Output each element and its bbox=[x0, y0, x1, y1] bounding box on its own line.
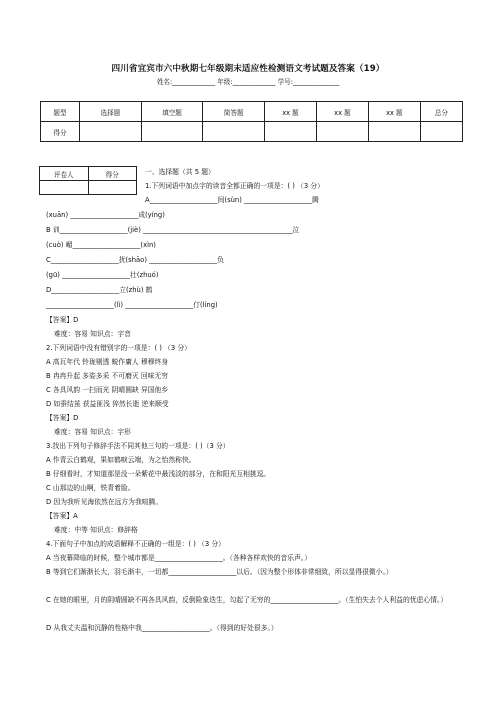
student-info-line: 姓名:_____________ 年级:_____________ 学号:______________ bbox=[156, 78, 340, 86]
q2-option-a: A 高瓦年代 铃珑剔透 蜕作庸人 穆穆终身 bbox=[46, 358, 169, 366]
section-heading: 一、选择题（共 5 题） bbox=[145, 168, 215, 176]
q2-answer: 【答案】D bbox=[46, 414, 79, 422]
q4-stem: 4.下面句子中加点的成语解释不正确的一组是：( ) （3 分） bbox=[46, 540, 225, 548]
q2-option-c: C 各具风韵 一扫而光 阴晴圆缺 异国他乡 bbox=[46, 386, 169, 394]
score-cell: xx 题 bbox=[368, 102, 420, 122]
q2-option-b: B 冉冉升起 多姿多采 不可磨灭 回味无穷 bbox=[46, 372, 169, 380]
q2-option-d: D 如蚕结茧 获益匪浅 猝然长逝 逆来顺受 bbox=[46, 400, 169, 408]
q4-option-b: B 等到它们渐渐长大，羽毛渐丰，一切都____________________以后。（因为整个形体非常细致，所以显得很微小。） bbox=[46, 568, 393, 576]
score-cell: 得分 bbox=[41, 122, 80, 142]
score-table bbox=[40, 101, 463, 142]
q3-answer: 【答案】A bbox=[46, 512, 78, 520]
q4-option-d: D 从我丈夫温和沉静的性格中我____________________。（得到的好处很多。） bbox=[46, 624, 278, 632]
score-input-cell[interactable] bbox=[203, 122, 265, 142]
grader-score-cell[interactable] bbox=[88, 181, 137, 195]
score-input-cell[interactable] bbox=[420, 122, 462, 142]
score-cell: 总分 bbox=[420, 102, 462, 122]
q1-option-d: D____________________立(zhù) 鹤 bbox=[46, 286, 153, 294]
grader-label: 评卷人 bbox=[40, 167, 89, 181]
q3-option-a: A 作青云白鹤观，果如鹤唳云端，为之怡然称快。 bbox=[46, 456, 196, 464]
q2-meta: 难度：容易 知识点：字形 bbox=[54, 428, 131, 436]
q1-stem: 1.下列词语中加点字的读音全都正确的一项是：( ) （3 分） bbox=[145, 182, 324, 190]
score-input-cell[interactable] bbox=[80, 122, 142, 142]
q3-stem: 3.找出下列句子修辞手法不同其他三句的一项是：( )（3 分） bbox=[46, 442, 230, 450]
q1-option-c-cont: (gū) ____________________壮(zhuó) bbox=[46, 271, 159, 279]
score-table-header-row bbox=[41, 102, 463, 122]
grader-score-label: 得分 bbox=[88, 167, 137, 181]
q4-option-c: C 在她的眼里，月的阴晴圆缺不再各具风韵，反倒险象迭生，勾起了无穷的____________________。（生怕失去个人利益的忧虑心情。） bbox=[46, 596, 448, 604]
score-cell: 选择题 bbox=[80, 102, 142, 122]
q1-option-a-cont: (xuān) ____________________成(yíng) bbox=[46, 211, 165, 219]
q3-option-d: D 因为我听见海依然在远方为我喧腾。 bbox=[46, 498, 163, 506]
q3-option-c: C 山那边的山啊，铁青着脸。 bbox=[46, 484, 135, 492]
grader-table bbox=[39, 166, 137, 195]
q3-option-b: B 仔细看时，才知道那是没一朵紫花中最浅淡的部分，在和阳光互相挑逗。 bbox=[46, 470, 271, 478]
q1-option-b-cont: (cuò) 嵋____________________(xìn) bbox=[46, 241, 156, 249]
score-cell: xx 题 bbox=[265, 102, 317, 122]
score-input-cell[interactable] bbox=[265, 122, 317, 142]
q4-option-a: A 当夜幕降临的时候，整个城市都是____________________。（各种各样欢快的音乐声。） bbox=[46, 554, 312, 562]
q1-answer: 【答案】D bbox=[46, 316, 79, 324]
score-cell: 简答题 bbox=[203, 102, 265, 122]
q1-option-c: C____________________扰(shāo) ____________________负 bbox=[46, 256, 224, 264]
score-input-cell[interactable] bbox=[368, 122, 420, 142]
score-cell: 填空题 bbox=[141, 102, 203, 122]
q1-option-d-cont: ____________________(lì) ____________________仃(líng) bbox=[46, 301, 218, 309]
grader-name-cell[interactable] bbox=[40, 181, 89, 195]
score-input-cell[interactable] bbox=[141, 122, 203, 142]
score-input-cell[interactable] bbox=[316, 122, 368, 142]
score-cell: xx 题 bbox=[316, 102, 368, 122]
score-cell: 题型 bbox=[41, 102, 80, 122]
q3-meta: 难度：中等 知识点：修辞格 bbox=[54, 526, 138, 534]
q1-meta: 难度：容易 知识点：字音 bbox=[54, 330, 131, 338]
page-title: 四川省宜宾市六中秋期七年级期末适应性检测语文考试题及答案（19） bbox=[111, 64, 385, 74]
q2-stem: 2.下列词语中没有错别字的一项是：( ) （3 分） bbox=[46, 344, 191, 352]
q1-option-a: A____________________间(sùn) ____________________腾 bbox=[145, 196, 319, 204]
q1-option-b: B 训____________________(jiè) ____________________________________________泣 bbox=[46, 226, 300, 234]
score-table-score-row bbox=[41, 122, 463, 142]
